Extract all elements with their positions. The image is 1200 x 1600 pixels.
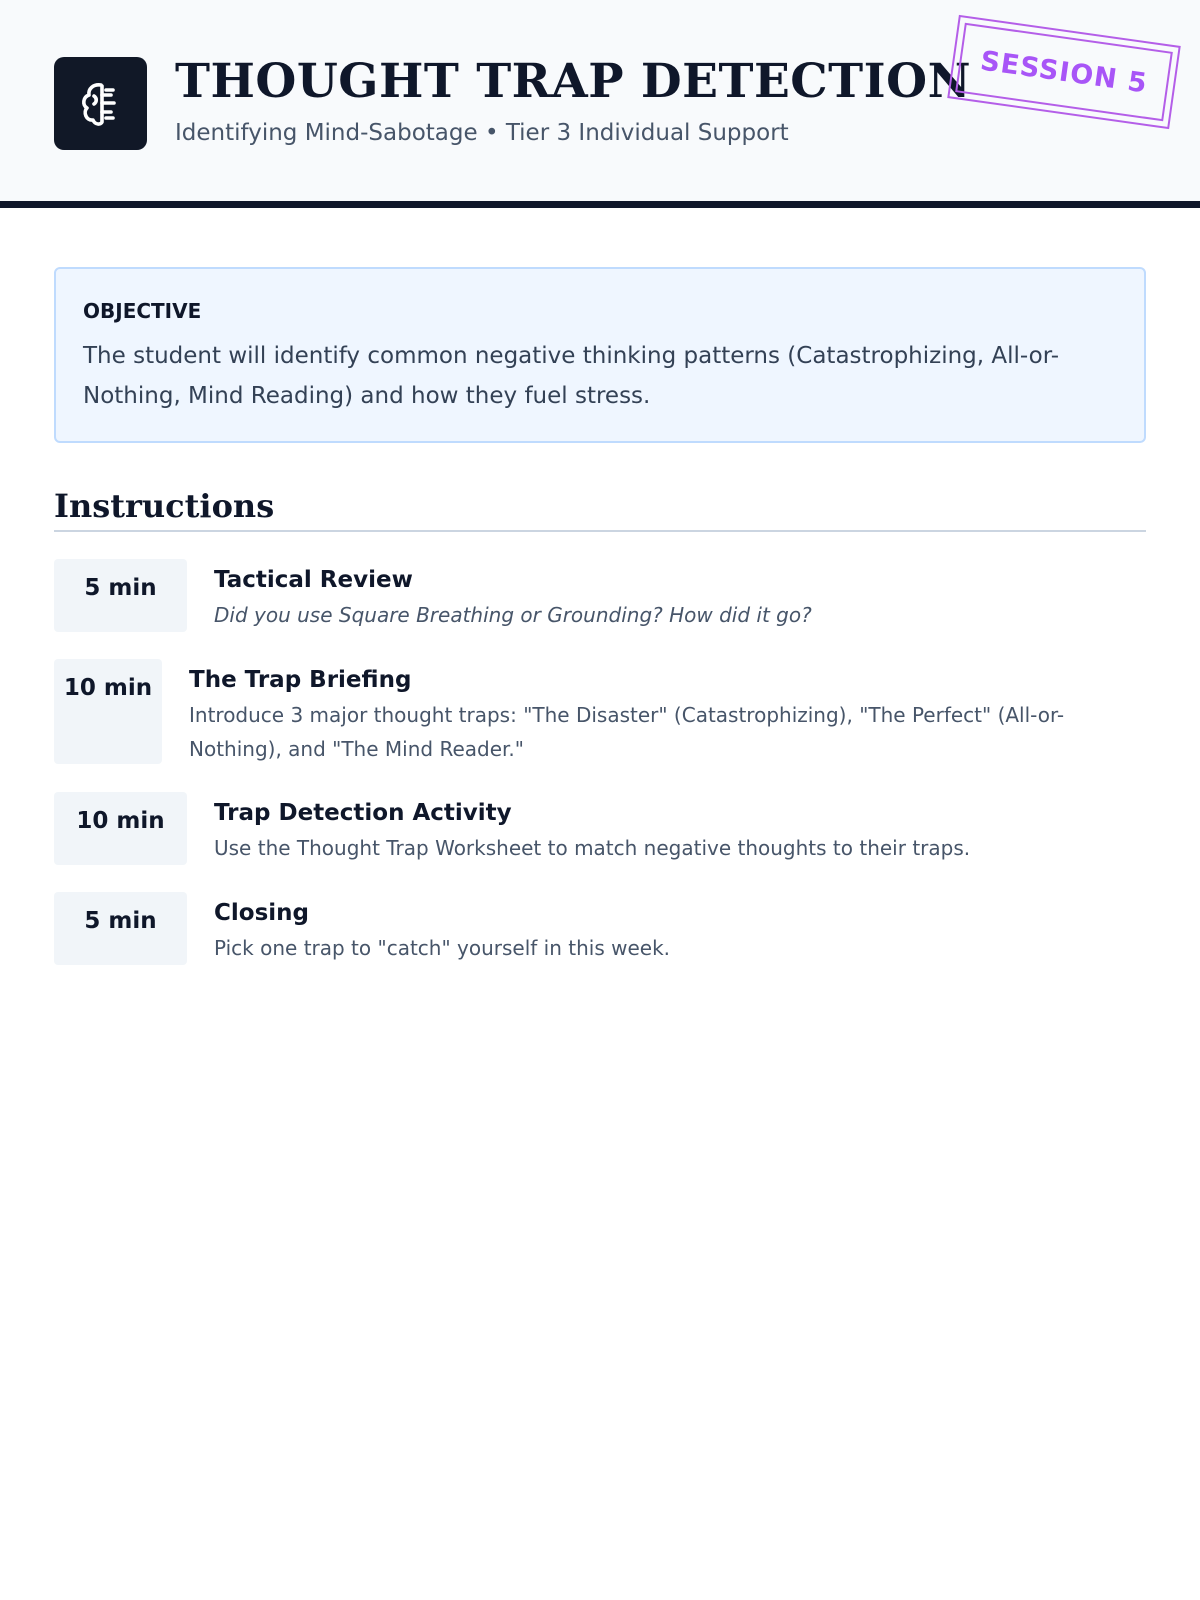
step-duration: 10 min <box>54 792 187 865</box>
step-duration: 5 min <box>54 892 187 965</box>
page-title: THOUGHT TRAP DETECTION <box>175 54 972 109</box>
step-title: Trap Detection Activity <box>214 800 512 826</box>
page-header <box>0 0 1200 208</box>
step-content <box>214 559 812 632</box>
page-subtitle: Identifying Mind-Sabotage • Tier 3 Individual Support <box>175 120 789 146</box>
step-content <box>214 892 670 965</box>
objective-box <box>54 267 1146 443</box>
step-description: Introduce 3 major thought traps: "The Disaster" (Catastrophizing), "The Perfect" (All-or-Nothing), and "The Mind Reader." <box>189 703 1065 761</box>
instructions-heading: Instructions <box>54 484 1146 532</box>
step-title: The Trap Briefing <box>189 667 412 693</box>
brain-icon <box>73 76 129 132</box>
objective-text: The student will identify common negative thinking patterns (Catastrophizing, All-or-Nothing, Mind Reading) and how they fuel stress. <box>83 343 1059 409</box>
step-title: Tactical Review <box>214 567 413 593</box>
step-description: Use the Thought Trap Worksheet to match negative thoughts to their traps. <box>214 836 971 860</box>
instruction-step <box>54 559 812 632</box>
objective-label: OBJECTIVE <box>83 299 202 323</box>
step-content <box>214 792 970 865</box>
step-duration: 5 min <box>54 559 187 632</box>
session-stamp <box>947 15 1181 129</box>
session-stamp-label: SESSION 5 <box>978 44 1150 100</box>
logo <box>54 57 147 150</box>
step-title: Closing <box>214 900 309 926</box>
step-content <box>189 659 1146 766</box>
instruction-step <box>54 659 1146 766</box>
step-description: Pick one trap to "catch" yourself in this week. <box>214 936 671 960</box>
step-description: Did you use Square Breathing or Grounding? How did it go? <box>214 603 812 627</box>
instruction-step <box>54 892 670 965</box>
step-duration: 10 min <box>54 659 162 764</box>
instruction-step <box>54 792 970 865</box>
